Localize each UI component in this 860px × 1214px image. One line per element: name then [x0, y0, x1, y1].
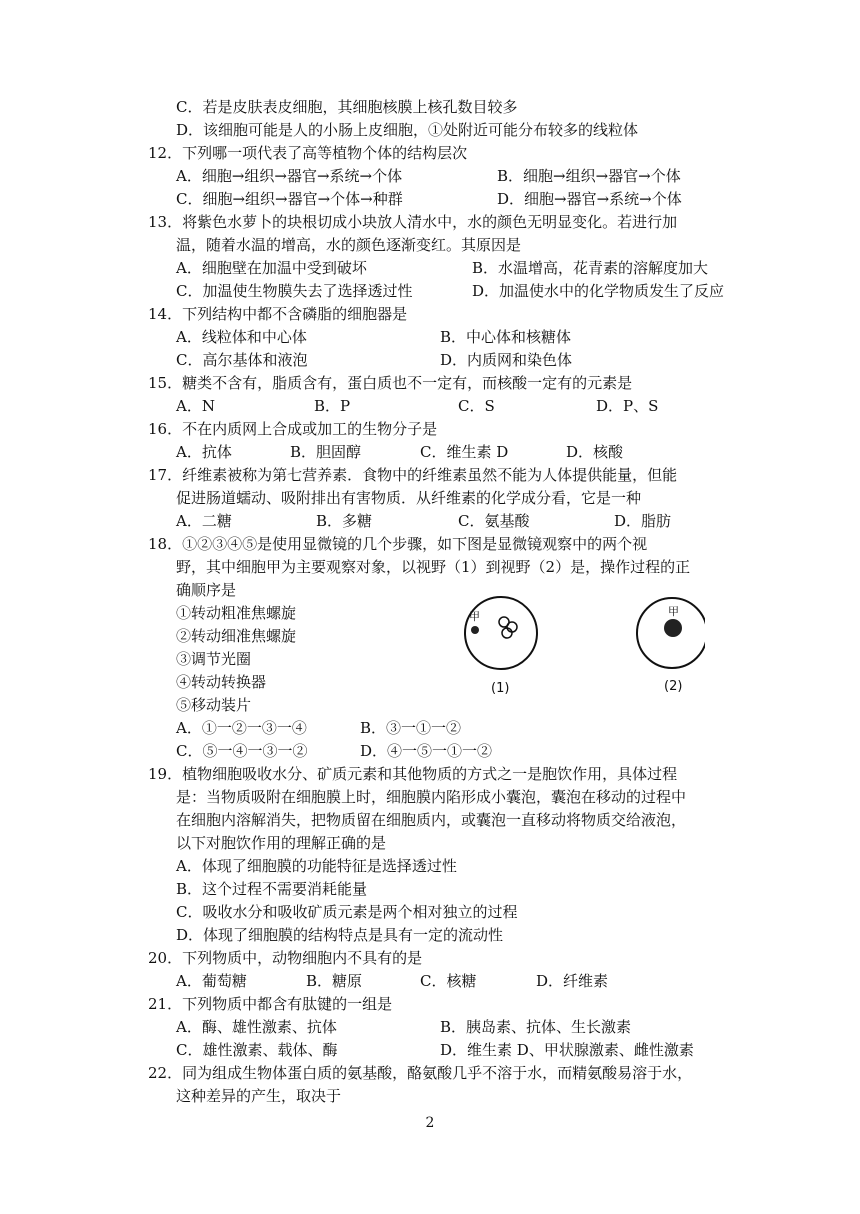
question-19-cont2: 在细胞内溶解消失，把物质留在细胞质内，或囊泡一直移动将物质交给液泡，	[176, 811, 687, 829]
field-2-label-jia: 甲	[668, 605, 679, 618]
question-12: 12．下列哪一项代表了高等植物个体的结构层次	[148, 144, 468, 162]
question-18-cont2: 确顺序是	[176, 581, 237, 599]
microscope-fields-figure	[455, 595, 705, 695]
q12-option-d: D．细胞→器官→系统→个体	[497, 190, 682, 208]
page-number: 2	[425, 1115, 435, 1131]
question-16: 16．不在内质网上合成或加工的生物分子是	[148, 420, 438, 438]
question-19-cont: 是：当物质吸附在细胞膜上时，细胞膜内陷形成小囊泡，囊泡在移动的过程中	[176, 788, 687, 806]
question-19-cont3: 以下对胞饮作用的理解正确的是	[176, 834, 387, 852]
q12-option-a: A．细胞→组织→器官→系统→个体	[176, 167, 403, 185]
question-22-cont: 这种差异的产生，取决于	[176, 1087, 342, 1105]
question-17-cont: 促进肠道蠕动、吸附排出有害物质．从纤维素的化学成分看，它是一种	[176, 489, 642, 507]
q21-option-d: D．维生素 D、甲状腺激素、雌性激素	[440, 1041, 694, 1059]
q14-option-d: D．内质网和染色体	[440, 351, 573, 369]
question-19: 19．植物细胞吸收水分、矿质元素和其他物质的方式之一是胞饮作用，具体过程	[148, 765, 678, 783]
q18-option-b: B．③一①一②	[360, 719, 462, 737]
q11-option-d: D．该细胞可能是人的小肠上皮细胞，①处附近可能分布较多的线粒体	[176, 121, 639, 139]
q13-option-a: A．细胞壁在加温中受到破坏	[176, 259, 367, 277]
question-13: 13．将紫色水萝卜的块根切成小块放人清水中，水的颜色无明显变化。若进行加	[148, 213, 678, 231]
q18-step-5: ⑤移动装片	[176, 696, 252, 714]
q20-option-d: D．纤维素	[536, 972, 609, 990]
q17-option-b: B．多糖	[316, 512, 373, 530]
question-14: 14．下列结构中都不含磷脂的细胞器是	[148, 305, 408, 323]
field-2-cell-jia	[664, 619, 682, 637]
q14-option-a: A．线粒体和中心体	[176, 328, 307, 346]
question-15: 15．糖类不含有，脂质含有，蛋白质也不一定有，而核酸一定有的元素是	[148, 374, 633, 392]
question-20: 20．下列物质中，动物细胞内不具有的是	[148, 949, 423, 967]
question-18-cont: 野，其中细胞甲为主要观察对象，以视野（1）到视野（2）是，操作过程的正	[176, 558, 691, 576]
q18-option-c: C．⑤一④一③一②	[176, 742, 308, 760]
q21-option-c: C．雄性激素、载体、酶	[176, 1041, 338, 1059]
q21-option-a: A．酶、雄性激素、抗体	[176, 1018, 337, 1036]
q16-option-b: B．胆固醇	[290, 443, 362, 461]
q21-option-b: B．胰岛素、抗体、生长激素	[440, 1018, 632, 1036]
q20-option-a: A．葡萄糖	[176, 972, 247, 990]
q19-option-d: D．体现了细胞膜的结构特点是具有一定的流动性	[176, 926, 504, 944]
q13-option-c: C．加温使生物膜失去了选择透过性	[176, 282, 413, 300]
q18-option-d: D．④一⑤一①一②	[360, 742, 493, 760]
question-21: 21．下列物质中都含有肽键的一组是	[148, 995, 393, 1013]
q19-option-c: C．吸收水分和吸收矿质元素是两个相对独立的过程	[176, 903, 518, 921]
q17-option-c: C．氨基酸	[458, 512, 530, 530]
question-18: 18．①②③④⑤是使用显微镜的几个步骤，如下图是显微镜观察中的两个视	[148, 535, 648, 553]
field-1-cell-jia	[471, 626, 479, 634]
q14-option-b: B．中心体和核糖体	[440, 328, 572, 346]
q15-option-a: A．N	[176, 397, 215, 415]
field-1-label: (1)	[491, 681, 510, 695]
q18-step-1: ①转动粗准焦螺旋	[176, 604, 297, 622]
field-2-label: (2)	[664, 679, 683, 694]
q18-step-4: ④转动转换器	[176, 673, 267, 691]
q18-option-a: A．①一②一③一④	[176, 719, 307, 737]
q18-step-2: ②转动细准焦螺旋	[176, 627, 297, 645]
q17-option-d: D．脂肪	[614, 512, 672, 530]
question-22: 22．同为组成生物体蛋白质的氨基酸，酪氨酸几乎不溶于水，而精氨酸易溶于水，	[148, 1064, 693, 1082]
q16-option-c: C．维生素 D	[420, 443, 509, 461]
q14-option-c: C．高尔基体和液泡	[176, 351, 308, 369]
q12-option-c: C．细胞→组织→器官→个体→种群	[176, 190, 403, 208]
q20-option-c: C．核糖	[420, 972, 477, 990]
q13-option-b: B．水温增高，花青素的溶解度加大	[472, 259, 709, 277]
q18-step-3: ③调节光圈	[176, 650, 252, 668]
q19-option-a: A．体现了细胞膜的功能特征是选择透过性	[176, 857, 457, 875]
question-13-cont: 温，随着水温的增高，水的颜色逐渐变红。其原因是	[176, 236, 522, 254]
q19-option-b: B．这个过程不需要消耗能量	[176, 880, 368, 898]
q12-option-b: B．细胞→组织→器官→个体	[497, 167, 681, 185]
q17-option-a: A．二糖	[176, 512, 232, 530]
q15-option-c: C．S	[458, 397, 495, 415]
q15-option-d: D．P、S	[596, 397, 659, 415]
q13-option-d: D．加温使水中的化学物质发生了反应	[472, 282, 725, 300]
q11-option-c: C．若是皮肤表皮细胞，其细胞核膜上核孔数目较多	[176, 98, 518, 116]
question-17: 17．纤维素被称为第七营养素．食物中的纤维素虽然不能为人体提供能量，但能	[148, 466, 678, 484]
q15-option-b: B．P	[314, 397, 351, 415]
q16-option-a: A．抗体	[176, 443, 232, 461]
field-1-label-jia: 甲	[469, 610, 480, 623]
q16-option-d: D．核酸	[566, 443, 624, 461]
q20-option-b: B．糖原	[306, 972, 363, 990]
